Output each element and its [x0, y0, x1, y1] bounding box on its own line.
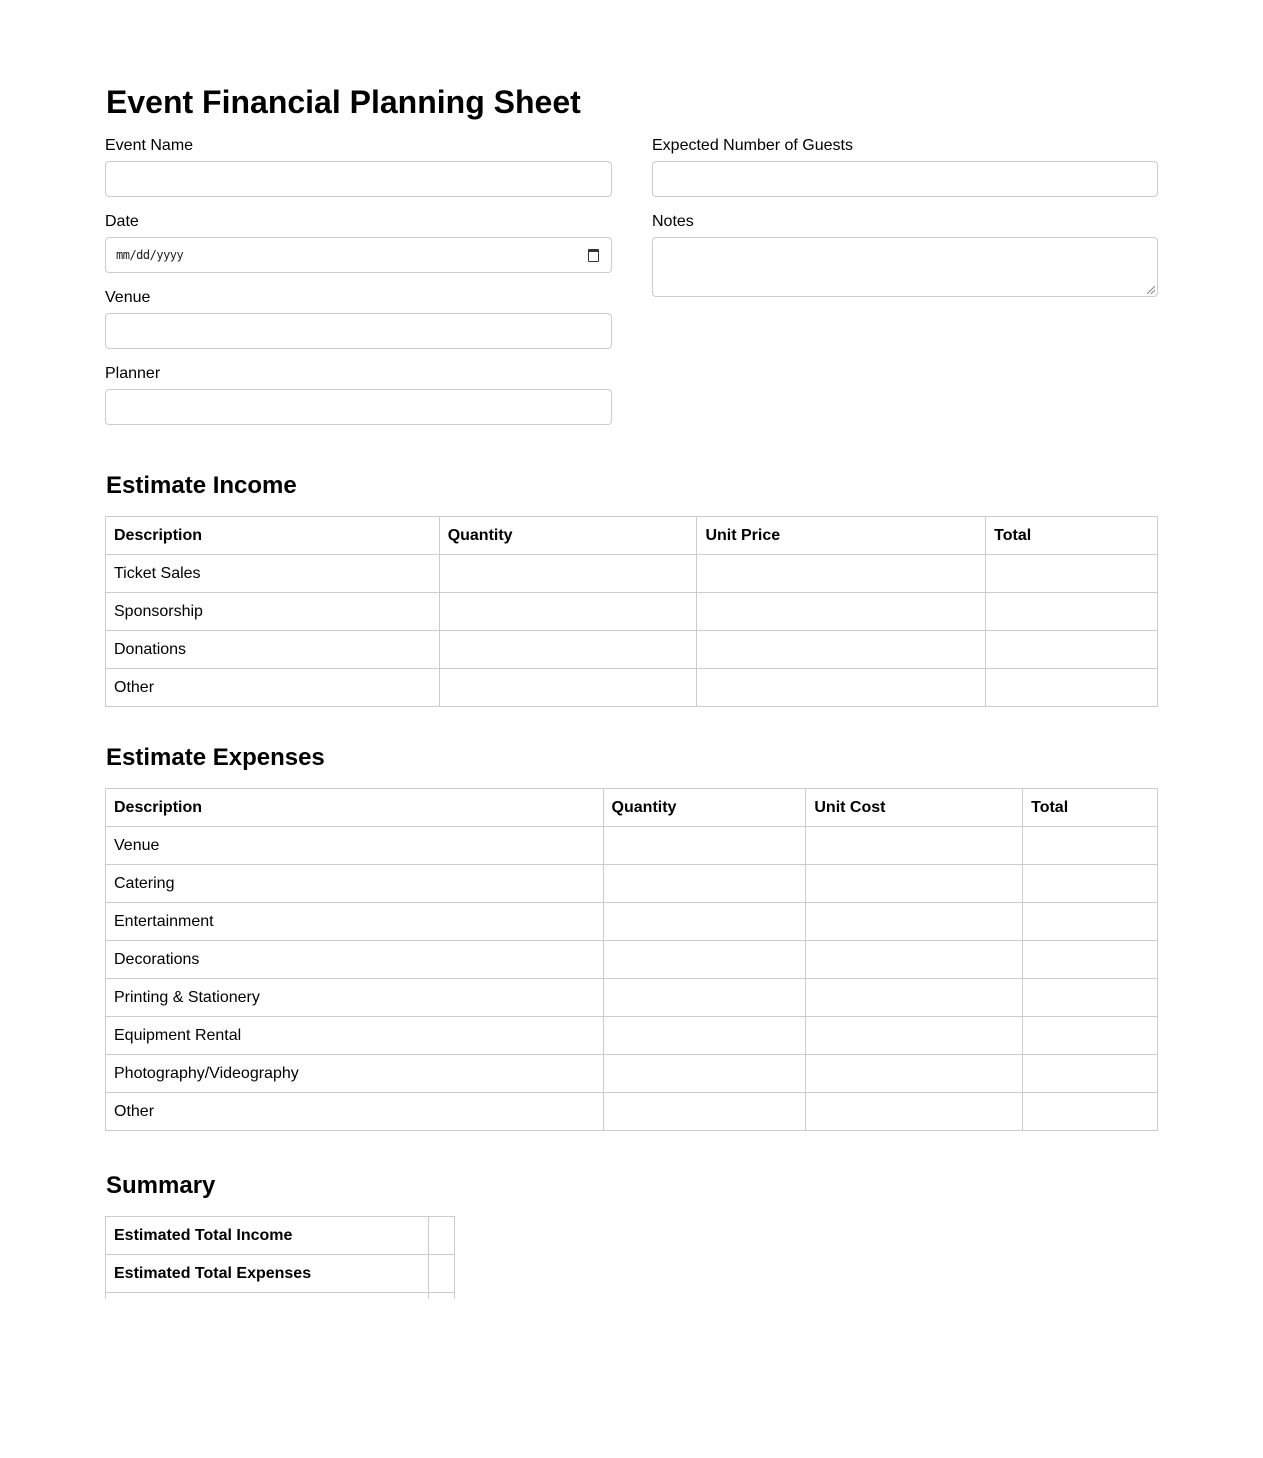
column-header: Description	[106, 789, 604, 827]
quantity-cell[interactable]	[603, 1093, 806, 1131]
table-row	[106, 1093, 1158, 1131]
calendar-icon[interactable]	[588, 249, 599, 262]
description-cell: Photography/Videography	[106, 1055, 604, 1093]
quantity-cell[interactable]	[603, 1017, 806, 1055]
total-cell[interactable]	[986, 669, 1158, 707]
date-placeholder: mm/dd/yyyy	[116, 248, 184, 262]
total-cell[interactable]	[1023, 1093, 1158, 1131]
column-header: Unit Cost	[806, 789, 1023, 827]
summary-value-cell[interactable]	[429, 1293, 455, 1300]
total-cell[interactable]	[1023, 903, 1158, 941]
event-name-label: Event Name	[105, 137, 194, 154]
venue-label: Venue	[105, 289, 151, 306]
right-form-column	[652, 137, 1158, 313]
column-header: Quantity	[439, 517, 697, 555]
quantity-cell[interactable]	[603, 865, 806, 903]
income-heading: Estimate Income	[106, 472, 297, 499]
summary-heading: Summary	[106, 1172, 216, 1199]
summary-table	[105, 1216, 455, 1299]
total-cell[interactable]	[1023, 1017, 1158, 1055]
description-cell: Other	[106, 669, 440, 707]
description-cell: Ticket Sales	[106, 555, 440, 593]
table-row	[106, 1017, 1158, 1055]
summary-value-cell[interactable]	[429, 1217, 455, 1255]
table-row	[106, 631, 1158, 669]
table-row	[106, 941, 1158, 979]
expenses-heading: Estimate Expenses	[106, 744, 325, 771]
summary-label: Estimated Total Expenses	[106, 1255, 429, 1293]
planner-label: Planner	[105, 365, 161, 382]
notes-textarea[interactable]	[652, 237, 1158, 297]
venue-input[interactable]	[105, 313, 612, 349]
page-title: Event Financial Planning Sheet	[106, 84, 581, 120]
total-cell[interactable]	[1023, 941, 1158, 979]
quantity-cell[interactable]	[603, 979, 806, 1017]
quantity-cell[interactable]	[603, 941, 806, 979]
table-row	[106, 827, 1158, 865]
guests-input[interactable]	[652, 161, 1158, 197]
description-cell: Printing & Stationery	[106, 979, 604, 1017]
unit-cost-cell[interactable]	[806, 1093, 1023, 1131]
quantity-cell[interactable]	[603, 827, 806, 865]
quantity-cell[interactable]	[603, 1055, 806, 1093]
unit-cost-cell[interactable]	[806, 1017, 1023, 1055]
resize-handle-icon[interactable]	[1147, 286, 1155, 294]
description-cell: Catering	[106, 865, 604, 903]
description-cell: Donations	[106, 631, 440, 669]
date-label: Date	[105, 213, 139, 230]
description-cell: Sponsorship	[106, 593, 440, 631]
unit-cost-cell[interactable]	[806, 903, 1023, 941]
quantity-cell[interactable]	[439, 631, 697, 669]
left-form-column	[105, 137, 612, 441]
quantity-cell[interactable]	[439, 669, 697, 707]
date-input[interactable]	[105, 237, 612, 273]
unit-price-cell[interactable]	[697, 631, 986, 669]
description-cell: Other	[106, 1093, 604, 1131]
column-header: Total	[986, 517, 1158, 555]
table-row	[106, 1055, 1158, 1093]
unit-cost-cell[interactable]	[806, 827, 1023, 865]
unit-cost-cell[interactable]	[806, 979, 1023, 1017]
table-row	[106, 1217, 455, 1255]
table-header-row	[106, 517, 1158, 555]
total-cell[interactable]	[1023, 865, 1158, 903]
quantity-cell[interactable]	[439, 555, 697, 593]
table-row	[106, 1293, 455, 1300]
column-header: Quantity	[603, 789, 806, 827]
total-cell[interactable]	[986, 631, 1158, 669]
unit-price-cell[interactable]	[697, 593, 986, 631]
unit-cost-cell[interactable]	[806, 941, 1023, 979]
summary-label	[106, 1293, 429, 1300]
table-row	[106, 669, 1158, 707]
notes-label: Notes	[652, 213, 694, 230]
unit-cost-cell[interactable]	[806, 1055, 1023, 1093]
total-cell[interactable]	[986, 555, 1158, 593]
event-name-input[interactable]	[105, 161, 612, 197]
summary-value-cell[interactable]	[429, 1255, 455, 1293]
description-cell: Entertainment	[106, 903, 604, 941]
description-cell: Venue	[106, 827, 604, 865]
description-cell: Decorations	[106, 941, 604, 979]
table-row	[106, 1255, 455, 1293]
total-cell[interactable]	[1023, 1055, 1158, 1093]
total-cell[interactable]	[1023, 827, 1158, 865]
total-cell[interactable]	[1023, 979, 1158, 1017]
summary-label: Estimated Total Income	[106, 1217, 429, 1255]
unit-price-cell[interactable]	[697, 669, 986, 707]
unit-price-cell[interactable]	[697, 555, 986, 593]
unit-cost-cell[interactable]	[806, 865, 1023, 903]
column-header: Total	[1023, 789, 1158, 827]
total-cell[interactable]	[986, 593, 1158, 631]
table-header-row	[106, 789, 1158, 827]
income-table	[105, 516, 1158, 707]
column-header: Description	[106, 517, 440, 555]
summary-table-container	[105, 1216, 455, 1299]
guests-label: Expected Number of Guests	[652, 137, 853, 154]
table-row	[106, 593, 1158, 631]
quantity-cell[interactable]	[439, 593, 697, 631]
table-row	[106, 979, 1158, 1017]
description-cell: Equipment Rental	[106, 1017, 604, 1055]
quantity-cell[interactable]	[603, 903, 806, 941]
table-row	[106, 903, 1158, 941]
table-row	[106, 555, 1158, 593]
planner-input[interactable]	[105, 389, 612, 425]
expenses-table	[105, 788, 1158, 1131]
column-header: Unit Price	[697, 517, 986, 555]
table-row	[106, 865, 1158, 903]
